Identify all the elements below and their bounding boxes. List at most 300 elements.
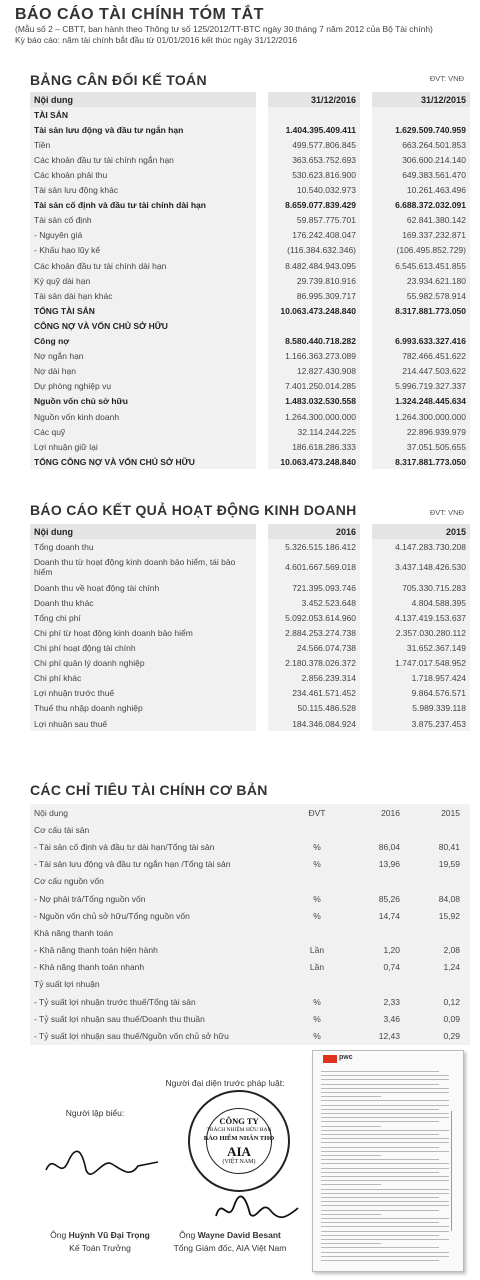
- document-text-line: [321, 1256, 449, 1257]
- row-label: - Tài sản cố định và đầu tư dài hạn/Tổng tài sản: [30, 838, 284, 855]
- value-cell: 5.326.515.186.412: [262, 539, 366, 554]
- value-cell: 2.884.253.274.738: [262, 625, 366, 640]
- preparer-caption: Người lập biểu:: [65, 1108, 125, 1118]
- value-cell: 32.114.244.225: [262, 424, 366, 439]
- document-text-line: [321, 1163, 449, 1164]
- value-cell: 1.324.248.445.634: [366, 394, 470, 409]
- table-row: [30, 349, 470, 364]
- document-text-line: [321, 1180, 449, 1181]
- value-cell: 0,29: [410, 1027, 470, 1044]
- document-text-line: [321, 1243, 381, 1244]
- value-cell: 0,09: [410, 1010, 470, 1027]
- value-cell: (116.384.632.346): [262, 243, 366, 258]
- income-statement-title: BÁO CÁO KẾT QUẢ HOẠT ĐỘNG KINH DOANH: [30, 502, 357, 518]
- ratios-title: CÁC CHỈ TIÊU TÀI CHÍNH CƠ BẢN: [30, 782, 268, 798]
- table-row: [30, 907, 470, 924]
- value-cell: 8.659.077.839.429: [262, 198, 366, 213]
- document-text-line: [321, 1121, 439, 1122]
- document-text-line: [321, 1222, 439, 1223]
- value-cell: 7.401.250.014.285: [262, 379, 366, 394]
- value-cell: [410, 976, 470, 993]
- value-cell: 12.827.430.908: [262, 364, 366, 379]
- document-text-line: [321, 1113, 449, 1114]
- representative-caption: Người đại diện trước pháp luật:: [165, 1078, 285, 1088]
- row-label: Khả năng thanh toán: [30, 924, 284, 941]
- report-header: [15, 6, 475, 46]
- row-label: TỔNG TÀI SẢN: [30, 303, 262, 318]
- document-text-line: [321, 1176, 449, 1177]
- row-label: Doanh thu từ hoạt động kinh doanh bảo hiểm, tái bảo hiểm: [30, 554, 262, 580]
- row-label: Tài sản cố định: [30, 213, 262, 228]
- preparer-name: Huỳnh Vũ Đại Trọng: [68, 1230, 150, 1240]
- table-row: [30, 890, 470, 907]
- value-cell: 176.242.408.047: [262, 228, 366, 243]
- value-cell: [410, 873, 470, 890]
- balance-sheet-title: BẢNG CÂN ĐỐI KẾ TOÁN: [30, 72, 207, 88]
- value-cell: 6.993.633.327.416: [366, 334, 470, 349]
- document-text-line: [321, 1231, 449, 1232]
- value-cell: [350, 873, 410, 890]
- value-cell: 2.180.378.026.372: [262, 656, 366, 671]
- document-text-line: [321, 1138, 449, 1139]
- document-text-line: [321, 1214, 381, 1215]
- row-label: Các khoản phải thu: [30, 167, 262, 182]
- table-row: [30, 228, 470, 243]
- unit-cell: [284, 821, 350, 838]
- column-header: Nội dung: [30, 804, 284, 821]
- value-cell: 3.437.148.426.530: [366, 554, 470, 580]
- value-cell: 1.264.300.000.000: [262, 409, 366, 424]
- value-cell: 1,20: [350, 942, 410, 959]
- value-cell: 6.688.372.032.091: [366, 198, 470, 213]
- table-header-row: [30, 804, 470, 821]
- row-label: Tài sản cố định và đầu tư tài chính dài hạn: [30, 198, 262, 213]
- table-row: [30, 394, 470, 409]
- representative-signature: [212, 1190, 302, 1228]
- document-text-line: [321, 1159, 439, 1160]
- value-cell: 2,08: [410, 942, 470, 959]
- representative-role: Tổng Giám đốc, AIA Việt Nam: [173, 1243, 287, 1253]
- table-row: [30, 595, 470, 610]
- row-label: Chi phí từ hoạt động kinh doanh bảo hiểm: [30, 625, 262, 640]
- value-cell: [410, 924, 470, 941]
- table-row: [30, 318, 470, 333]
- value-cell: 3.452.523.648: [262, 595, 366, 610]
- value-cell: 55.982.578.914: [366, 288, 470, 303]
- value-cell: 499.577.806.845: [262, 137, 366, 152]
- representative-name: Wayne David Besant: [197, 1230, 281, 1240]
- table-row: [30, 183, 470, 198]
- row-label: Các quỹ: [30, 424, 262, 439]
- value-cell: 5.092.053.614.960: [262, 610, 366, 625]
- table-row: [30, 379, 470, 394]
- column-header: 2015: [410, 804, 470, 821]
- value-cell: 10.540.032.973: [262, 183, 366, 198]
- value-cell: 31.652.367.149: [366, 641, 470, 656]
- row-label: - Tỷ suất lợi nhuận trước thuế/Tổng tài sản: [30, 993, 284, 1010]
- document-text-line: [321, 1084, 439, 1085]
- value-cell: 169.337.232.871: [366, 228, 470, 243]
- document-text-line: [321, 1172, 439, 1173]
- row-label: Tài sản dài hạn khác: [30, 288, 262, 303]
- value-cell: 1.404.395.409.411: [262, 122, 366, 137]
- ratios-table: [30, 804, 470, 1045]
- unit-cell: %: [284, 993, 350, 1010]
- unit-cell: Lần: [284, 942, 350, 959]
- document-text-line: [321, 1218, 449, 1219]
- row-label: - Tỷ suất lợi nhuận sau thuế/Doanh thu thuần: [30, 1010, 284, 1027]
- value-cell: 86,04: [350, 838, 410, 855]
- document-text-line: [321, 1109, 439, 1110]
- value-cell: 2.357.030.280.112: [366, 625, 470, 640]
- table-row: [30, 364, 470, 379]
- row-label: TỔNG CÔNG NỢ VÀ VỐN CHỦ SỞ HỮU: [30, 454, 262, 469]
- value-cell: 4.804.588.395: [366, 595, 470, 610]
- value-cell: 84,08: [410, 890, 470, 907]
- table-row: [30, 610, 470, 625]
- table-row: [30, 821, 470, 838]
- row-label: Chi phí hoạt động tài chính: [30, 641, 262, 656]
- table-row: [30, 671, 470, 686]
- table-row: [30, 258, 470, 273]
- row-label: Nguồn vốn chủ sở hữu: [30, 394, 262, 409]
- table-row: [30, 303, 470, 318]
- row-label: Tiền: [30, 137, 262, 152]
- value-cell: 14,74: [350, 907, 410, 924]
- table-row: [30, 107, 470, 122]
- preparer-name-line: [30, 1230, 170, 1240]
- value-cell: [410, 821, 470, 838]
- table-row: [30, 198, 470, 213]
- column-header: 2015: [366, 524, 470, 539]
- table-row: [30, 122, 470, 137]
- value-cell: 50.115.486.528: [262, 701, 366, 716]
- document-text-line: [321, 1210, 439, 1211]
- table-row: [30, 273, 470, 288]
- row-label: TÀI SẢN: [30, 107, 262, 122]
- value-cell: 1.747.017.548.952: [366, 656, 470, 671]
- value-cell: 782.466.451.622: [366, 349, 470, 364]
- row-label: Dự phòng nghiệp vụ: [30, 379, 262, 394]
- value-cell: 1.629.509.740.959: [366, 122, 470, 137]
- table-row: [30, 554, 470, 580]
- value-cell: 23.934.621.180: [366, 273, 470, 288]
- row-label: Tổng doanh thu: [30, 539, 262, 554]
- value-cell: 8.482.484.943.095: [262, 258, 366, 273]
- row-label: - Khả năng thanh toán hiện hành: [30, 942, 284, 959]
- document-text-line: [321, 1126, 381, 1127]
- value-cell: 62.841.380.142: [366, 213, 470, 228]
- value-cell: 1.718.957.424: [366, 671, 470, 686]
- income-statement-table: [30, 524, 470, 731]
- value-cell: [350, 821, 410, 838]
- preparer-name-prefix: Ông: [50, 1230, 67, 1240]
- report-period: Kỳ báo cáo: năm tài chính bắt đầu từ 01/01/2016 kết thúc ngày 31/12/2016: [15, 35, 298, 45]
- row-label: - Tỷ suất lợi nhuận sau thuế/Nguồn vốn chủ sở hữu: [30, 1027, 284, 1044]
- column-header: 31/12/2016: [262, 92, 366, 107]
- table-row: [30, 993, 470, 1010]
- row-label: - Tài sản lưu động và đầu tư ngắn hạn /Tổng tài sản: [30, 856, 284, 873]
- document-text-line: [321, 1142, 449, 1143]
- value-cell: 37.051.505.655: [366, 439, 470, 454]
- table-row: [30, 167, 470, 182]
- document-text-line: [321, 1247, 439, 1248]
- table-row: [30, 334, 470, 349]
- document-text-line: [321, 1168, 449, 1169]
- row-label: - Nguyên giá: [30, 228, 262, 243]
- value-cell: 15,92: [410, 907, 470, 924]
- row-label: CÔNG NỢ VÀ VỐN CHỦ SỞ HỮU: [30, 318, 262, 333]
- column-header: Nội dung: [30, 524, 262, 539]
- value-cell: 0,12: [410, 993, 470, 1010]
- table-row: [30, 409, 470, 424]
- value-cell: 9.864.576.571: [366, 686, 470, 701]
- balance-sheet-table: [30, 92, 470, 469]
- unit-cell: %: [284, 1010, 350, 1027]
- value-cell: [262, 107, 366, 122]
- document-text-line: [321, 1252, 449, 1253]
- value-cell: 22.896.939.979: [366, 424, 470, 439]
- row-label: - Khấu hao lũy kế: [30, 243, 262, 258]
- report-title: BÁO CÁO TÀI CHÍNH TÓM TẮT: [15, 6, 264, 23]
- report-form-note: (Mẫu số 2 – CBTT, ban hành theo Thông tư số 125/2012/TT-BTC ngày 30 tháng 7 năm 2012 của Bộ Tài chính): [15, 24, 433, 34]
- unit-cell: [284, 976, 350, 993]
- value-cell: [366, 318, 470, 333]
- table-header-row: [30, 524, 470, 539]
- unit-cell: [284, 924, 350, 941]
- column-header: 2016: [350, 804, 410, 821]
- representative-name-prefix: Ông: [179, 1230, 196, 1240]
- document-text-line: [321, 1096, 381, 1097]
- table-row: [30, 539, 470, 554]
- value-cell: 363.653.752.693: [262, 152, 366, 167]
- value-cell: 1.264.300.000.000: [366, 409, 470, 424]
- value-cell: 86.995.309.717: [262, 288, 366, 303]
- table-row: [30, 873, 470, 890]
- income-statement-section: [30, 502, 470, 731]
- value-cell: [350, 976, 410, 993]
- table-header-row: [30, 92, 470, 107]
- value-cell: 8.317.881.773.050: [366, 303, 470, 318]
- value-cell: 10.063.473.248.840: [262, 303, 366, 318]
- table-row: [30, 856, 470, 873]
- value-cell: 8.580.440.718.282: [262, 334, 366, 349]
- document-text-line: [321, 1134, 439, 1135]
- value-cell: 530.623.816.900: [262, 167, 366, 182]
- document-text-line: [321, 1155, 381, 1156]
- row-label: Tổng chi phí: [30, 610, 262, 625]
- unit-cell: [284, 873, 350, 890]
- unit-cell: %: [284, 890, 350, 907]
- value-cell: 8.317.881.773.050: [366, 454, 470, 469]
- value-cell: [262, 318, 366, 333]
- row-label: - Nguồn vốn chủ sở hữu/Tổng nguồn vốn: [30, 907, 284, 924]
- unit-cell: %: [284, 1027, 350, 1044]
- row-label: Lợi nhuận giữ lại: [30, 439, 262, 454]
- value-cell: 12,43: [350, 1027, 410, 1044]
- table-row: [30, 1027, 470, 1044]
- income-statement-unit: ĐVT: VNĐ: [429, 508, 464, 517]
- row-label: Cơ cấu tài sản: [30, 821, 284, 838]
- column-header: ĐVT: [284, 804, 350, 821]
- document-text-line: [321, 1197, 439, 1198]
- value-cell: 3.875.237.453: [366, 716, 470, 731]
- document-text-line: [321, 1071, 439, 1072]
- table-row: [30, 625, 470, 640]
- value-cell: 80,41: [410, 838, 470, 855]
- document-text-line: [321, 1079, 449, 1080]
- table-row: [30, 959, 470, 976]
- row-label: Lợi nhuận sau thuế: [30, 716, 262, 731]
- row-label: Các khoản đầu tư tài chính dài hạn: [30, 258, 262, 273]
- table-row: [30, 439, 470, 454]
- unit-cell: Lần: [284, 959, 350, 976]
- document-text-line: [321, 1189, 449, 1190]
- document-text-line: [321, 1130, 449, 1131]
- document-text-line: [321, 1092, 449, 1093]
- unit-cell: %: [284, 907, 350, 924]
- row-label: Tài sản lưu động khác: [30, 183, 262, 198]
- row-label: Chi phí khác: [30, 671, 262, 686]
- value-cell: 5.996.719.327.337: [366, 379, 470, 394]
- value-cell: 24.566.074.738: [262, 641, 366, 656]
- row-label: Doanh thu về hoạt động tài chính: [30, 580, 262, 595]
- value-cell: [350, 924, 410, 941]
- document-text-line: [321, 1100, 449, 1101]
- unit-cell: %: [284, 856, 350, 873]
- value-cell: 649.383.561.470: [366, 167, 470, 182]
- value-cell: 85,26: [350, 890, 410, 907]
- table-row: [30, 641, 470, 656]
- document-text-line: [321, 1151, 449, 1152]
- value-cell: 2,33: [350, 993, 410, 1010]
- balance-sheet-section: [30, 72, 470, 469]
- document-text-line: [321, 1105, 449, 1106]
- document-text-line: [321, 1075, 449, 1076]
- value-cell: 2.856.239.314: [262, 671, 366, 686]
- row-label: Tài sản lưu động và đầu tư ngắn hạn: [30, 122, 262, 137]
- document-side-note: [451, 1111, 461, 1231]
- value-cell: 10.063.473.248.840: [262, 454, 366, 469]
- row-label: Nguồn vốn kinh doanh: [30, 409, 262, 424]
- row-label: Doanh thu khác: [30, 595, 262, 610]
- table-row: [30, 838, 470, 855]
- row-label: Tỷ suất lợi nhuận: [30, 976, 284, 993]
- preparer-role: Kế Toán Trưởng: [69, 1243, 131, 1253]
- column-header: 31/12/2015: [366, 92, 470, 107]
- row-label: Thuế thu nhập doanh nghiệp: [30, 701, 262, 716]
- audit-report-document: [312, 1050, 464, 1272]
- row-label: Nợ ngắn hạn: [30, 349, 262, 364]
- document-text-line: [321, 1184, 381, 1185]
- representative-name-line: [160, 1230, 300, 1240]
- company-seal: CÔNG TY TRÁCH NHIỆM HỮU HẠN BẢO HIỂM NHÂN THỌ AIA (VIỆT NAM): [188, 1090, 290, 1192]
- document-text-line: [321, 1235, 439, 1236]
- value-cell: [366, 107, 470, 122]
- balance-sheet-unit: ĐVT: VNĐ: [429, 74, 464, 83]
- value-cell: 4.601.667.569.018: [262, 554, 366, 580]
- value-cell: 29.739.810.916: [262, 273, 366, 288]
- ratios-section: [30, 782, 470, 1045]
- row-label: Các khoản đầu tư tài chính ngắn hạn: [30, 152, 262, 167]
- value-cell: 186.618.286.333: [262, 439, 366, 454]
- value-cell: 5.989.339.118: [366, 701, 470, 716]
- row-label: Lợi nhuận trước thuế: [30, 686, 262, 701]
- value-cell: 721.395.093.746: [262, 580, 366, 595]
- table-row: [30, 656, 470, 671]
- value-cell: 214.447.503.622: [366, 364, 470, 379]
- column-header: Nội dung: [30, 92, 262, 107]
- value-cell: 663.264.501.853: [366, 137, 470, 152]
- table-row: [30, 976, 470, 993]
- row-label: Cơ cấu nguồn vốn: [30, 873, 284, 890]
- table-row: [30, 243, 470, 258]
- pwc-logo-icon: [323, 1055, 337, 1063]
- value-cell: 19,59: [410, 856, 470, 873]
- document-text-line: [321, 1226, 449, 1227]
- value-cell: 1.483.032.530.558: [262, 394, 366, 409]
- table-row: [30, 716, 470, 731]
- document-text-line: [321, 1117, 449, 1118]
- table-row: [30, 686, 470, 701]
- document-text-line: [321, 1147, 439, 1148]
- value-cell: 1,24: [410, 959, 470, 976]
- table-row: [30, 701, 470, 716]
- document-text-line: [321, 1260, 439, 1261]
- table-row: [30, 454, 470, 469]
- value-cell: 1.166.363.273.089: [262, 349, 366, 364]
- row-label: Công nợ: [30, 334, 262, 349]
- value-cell: 10.261.463.496: [366, 183, 470, 198]
- unit-cell: %: [284, 838, 350, 855]
- value-cell: 13,96: [350, 856, 410, 873]
- row-label: Nợ dài hạn: [30, 364, 262, 379]
- document-text-line: [321, 1193, 449, 1194]
- preparer-signature: [42, 1140, 162, 1190]
- document-text-line: [321, 1201, 449, 1202]
- table-row: [30, 213, 470, 228]
- row-label: Ký quỹ dài hạn: [30, 273, 262, 288]
- value-cell: 4.147.283.730.208: [366, 539, 470, 554]
- table-row: [30, 152, 470, 167]
- column-header: 2016: [262, 524, 366, 539]
- row-label: - Khả năng thanh toán nhanh: [30, 959, 284, 976]
- table-row: [30, 288, 470, 303]
- document-text-line: [321, 1239, 449, 1240]
- value-cell: 705.330.715.283: [366, 580, 470, 595]
- table-row: [30, 924, 470, 941]
- pwc-logo-text: pwc: [339, 1054, 353, 1061]
- table-row: [30, 1010, 470, 1027]
- row-label: - Nợ phải trả/Tổng nguồn vốn: [30, 890, 284, 907]
- value-cell: (106.495.852.729): [366, 243, 470, 258]
- document-text-line: [321, 1088, 449, 1089]
- value-cell: 6.545.613.451.855: [366, 258, 470, 273]
- table-row: [30, 580, 470, 595]
- document-text-line: [321, 1205, 449, 1206]
- table-row: [30, 424, 470, 439]
- value-cell: 59.857.775.701: [262, 213, 366, 228]
- table-row: [30, 942, 470, 959]
- value-cell: 184.346.084.924: [262, 716, 366, 731]
- value-cell: 306.600.214.140: [366, 152, 470, 167]
- value-cell: 3,46: [350, 1010, 410, 1027]
- table-row: [30, 137, 470, 152]
- value-cell: 4.137.419.153.637: [366, 610, 470, 625]
- value-cell: 234.461.571.452: [262, 686, 366, 701]
- row-label: Chi phí quản lý doanh nghiệp: [30, 656, 262, 671]
- value-cell: 0,74: [350, 959, 410, 976]
